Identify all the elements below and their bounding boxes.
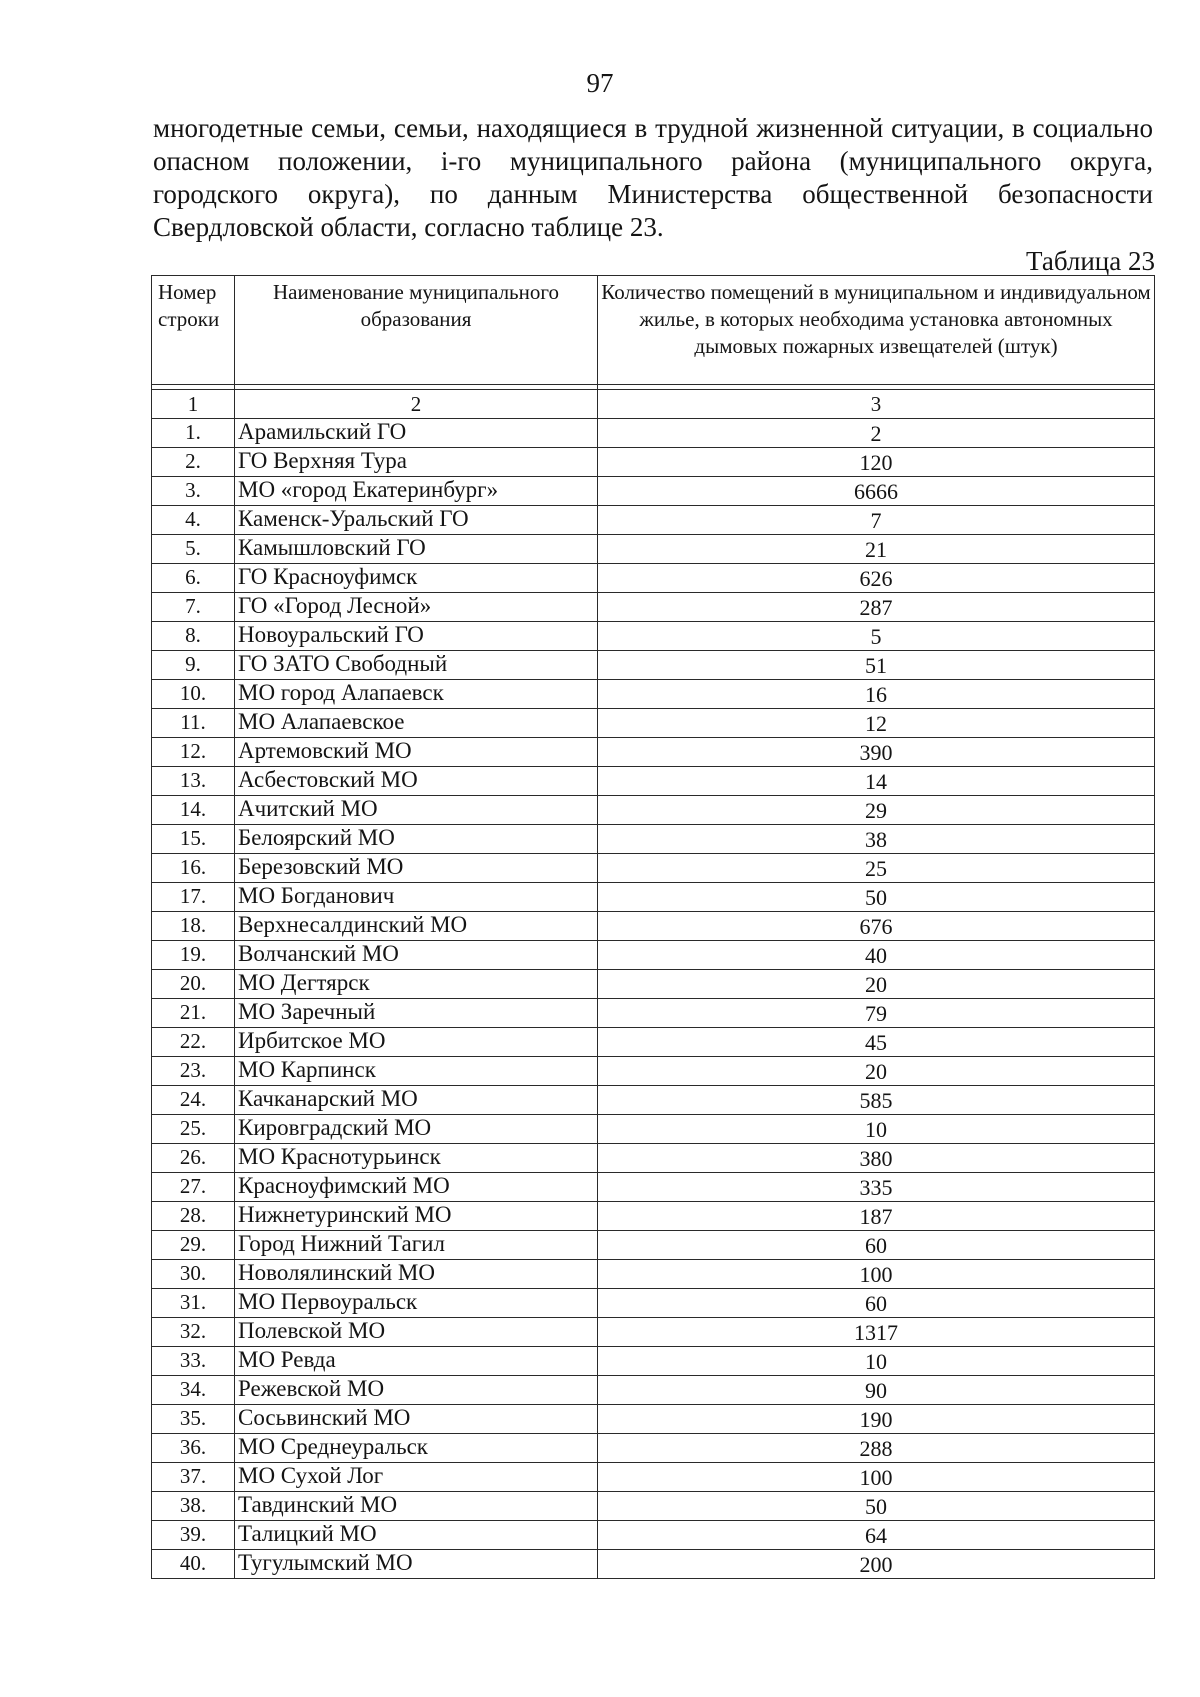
municipality-name-cell: Тугулымский МО — [235, 1550, 598, 1579]
detector-count-cell: 626 — [598, 564, 1155, 593]
detector-count-cell: 50 — [598, 1492, 1155, 1521]
detector-count-cell: 90 — [598, 1376, 1155, 1405]
detector-count-cell: 380 — [598, 1144, 1155, 1173]
row-number-cell: 23. — [152, 1057, 235, 1086]
municipality-name-cell: Кировградский МО — [235, 1115, 598, 1144]
column-number: 1 — [152, 390, 235, 419]
municipality-name-cell: Полевской МО — [235, 1318, 598, 1347]
municipality-name-cell: Новоуральский ГО — [235, 622, 598, 651]
row-number-cell: 6. — [152, 564, 235, 593]
detector-count-cell: 190 — [598, 1405, 1155, 1434]
row-number-cell: 29. — [152, 1231, 235, 1260]
table-row — [152, 825, 1155, 854]
municipality-name-cell: МО «город Екатеринбург» — [235, 477, 598, 506]
column-number-row — [152, 390, 1155, 419]
row-number-cell: 16. — [152, 854, 235, 883]
table-row — [152, 767, 1155, 796]
row-number-cell: 1. — [152, 419, 235, 448]
detector-count-cell: 21 — [598, 535, 1155, 564]
detector-count-cell: 120 — [598, 448, 1155, 477]
table-row — [152, 1260, 1155, 1289]
detector-count-cell: 5 — [598, 622, 1155, 651]
municipality-name-cell: МО Карпинск — [235, 1057, 598, 1086]
municipality-name-cell: Сосьвинский МО — [235, 1405, 598, 1434]
municipality-name-cell: МО Среднеуральск — [235, 1434, 598, 1463]
detector-count-cell: 390 — [598, 738, 1155, 767]
municipality-name-cell: Асбестовский МО — [235, 767, 598, 796]
detector-count-cell: 7 — [598, 506, 1155, 535]
column-number: 3 — [598, 390, 1155, 419]
row-number-cell: 36. — [152, 1434, 235, 1463]
detector-count-cell: 14 — [598, 767, 1155, 796]
row-number-cell: 18. — [152, 912, 235, 941]
detector-count-cell: 335 — [598, 1173, 1155, 1202]
municipality-name-cell: МО Богданович — [235, 883, 598, 912]
municipality-name-cell: Нижнетуринский МО — [235, 1202, 598, 1231]
municipality-name-cell: Новолялинский МО — [235, 1260, 598, 1289]
row-number-cell: 40. — [152, 1550, 235, 1579]
detector-count-cell: 29 — [598, 796, 1155, 825]
detector-count-cell: 287 — [598, 593, 1155, 622]
row-number-cell: 15. — [152, 825, 235, 854]
table-row — [152, 1028, 1155, 1057]
table-row — [152, 796, 1155, 825]
detector-count-cell: 20 — [598, 1057, 1155, 1086]
row-number-cell: 28. — [152, 1202, 235, 1231]
municipality-name-cell: ГО «Город Лесной» — [235, 593, 598, 622]
municipality-name-cell: МО Заречный — [235, 999, 598, 1028]
row-number-cell: 33. — [152, 1347, 235, 1376]
municipality-name-cell: Верхнесалдинский МО — [235, 912, 598, 941]
table-header-row — [152, 276, 1155, 385]
row-number-cell: 37. — [152, 1463, 235, 1492]
row-number-cell: 5. — [152, 535, 235, 564]
row-number-cell: 17. — [152, 883, 235, 912]
row-number-cell: 22. — [152, 1028, 235, 1057]
table-row — [152, 941, 1155, 970]
row-number-cell: 12. — [152, 738, 235, 767]
municipality-name-cell: Качканарский МО — [235, 1086, 598, 1115]
municipality-name-cell: МО город Алапаевск — [235, 680, 598, 709]
detector-count-cell: 288 — [598, 1434, 1155, 1463]
table-row — [152, 738, 1155, 767]
detector-count-cell: 16 — [598, 680, 1155, 709]
table-row — [152, 1318, 1155, 1347]
municipality-name-cell: Ирбитское МО — [235, 1028, 598, 1057]
table-row — [152, 999, 1155, 1028]
detector-count-cell: 51 — [598, 651, 1155, 680]
row-number-cell: 27. — [152, 1173, 235, 1202]
row-number-cell: 10. — [152, 680, 235, 709]
row-number-cell: 13. — [152, 767, 235, 796]
table-row — [152, 506, 1155, 535]
municipality-name-cell: МО Первоуральск — [235, 1289, 598, 1318]
row-number-cell: 7. — [152, 593, 235, 622]
row-number-cell: 4. — [152, 506, 235, 535]
municipality-name-cell: Березовский МО — [235, 854, 598, 883]
table-row — [152, 1405, 1155, 1434]
table-row — [152, 448, 1155, 477]
data-table — [151, 275, 1155, 1579]
municipality-name-cell: ГО Верхняя Тура — [235, 448, 598, 477]
table-row — [152, 651, 1155, 680]
municipality-name-cell: Камышловский ГО — [235, 535, 598, 564]
table-row — [152, 593, 1155, 622]
municipality-name-cell: Режевской МО — [235, 1376, 598, 1405]
detector-count-cell: 10 — [598, 1115, 1155, 1144]
municipality-name-cell: Арамильский ГО — [235, 419, 598, 448]
municipality-name-cell: Волчанский МО — [235, 941, 598, 970]
table-row — [152, 709, 1155, 738]
detector-count-cell: 60 — [598, 1231, 1155, 1260]
detector-count-cell: 38 — [598, 825, 1155, 854]
row-number-cell: 11. — [152, 709, 235, 738]
table-row — [152, 1144, 1155, 1173]
detector-count-cell: 187 — [598, 1202, 1155, 1231]
table-row — [152, 535, 1155, 564]
detector-count-cell: 50 — [598, 883, 1155, 912]
header-row-number: Номер строки — [152, 276, 235, 385]
table-row — [152, 912, 1155, 941]
municipality-name-cell: Ачитский МО — [235, 796, 598, 825]
detector-count-cell: 676 — [598, 912, 1155, 941]
municipality-name-cell: Тавдинский МО — [235, 1492, 598, 1521]
detector-count-cell: 25 — [598, 854, 1155, 883]
row-number-cell: 2. — [152, 448, 235, 477]
row-number-cell: 24. — [152, 1086, 235, 1115]
table-row — [152, 970, 1155, 999]
row-number-cell: 3. — [152, 477, 235, 506]
detector-count-cell: 200 — [598, 1550, 1155, 1579]
municipality-name-cell: Артемовский МО — [235, 738, 598, 767]
table-row — [152, 477, 1155, 506]
table-row — [152, 1463, 1155, 1492]
row-number-cell: 20. — [152, 970, 235, 999]
municipality-name-cell: МО Ревда — [235, 1347, 598, 1376]
municipality-name-cell: ГО Красноуфимск — [235, 564, 598, 593]
table-row — [152, 1202, 1155, 1231]
detector-count-cell: 100 — [598, 1463, 1155, 1492]
table-row — [152, 883, 1155, 912]
row-number-cell: 34. — [152, 1376, 235, 1405]
row-number-cell: 9. — [152, 651, 235, 680]
municipality-name-cell: МО Дегтярск — [235, 970, 598, 999]
detector-count-cell: 79 — [598, 999, 1155, 1028]
table-row — [152, 1057, 1155, 1086]
page-number: 97 — [586, 68, 614, 98]
row-number-cell: 19. — [152, 941, 235, 970]
row-number-cell: 25. — [152, 1115, 235, 1144]
detector-count-cell: 64 — [598, 1521, 1155, 1550]
detector-count-cell: 2 — [598, 419, 1155, 448]
detector-count-cell: 100 — [598, 1260, 1155, 1289]
municipality-name-cell: Каменск-Уральский ГО — [235, 506, 598, 535]
row-number-cell: 32. — [152, 1318, 235, 1347]
municipality-name-cell: МО Краснотурьинск — [235, 1144, 598, 1173]
row-number-cell: 38. — [152, 1492, 235, 1521]
row-number-cell: 8. — [152, 622, 235, 651]
detector-count-cell: 6666 — [598, 477, 1155, 506]
table-row — [152, 1521, 1155, 1550]
detector-count-cell: 45 — [598, 1028, 1155, 1057]
intro-paragraph — [153, 112, 1153, 244]
header-municipality-name: Наименование муниципального образования — [235, 276, 598, 385]
table-row — [152, 1115, 1155, 1144]
row-number-cell: 30. — [152, 1260, 235, 1289]
table-row — [152, 622, 1155, 651]
municipality-name-cell: МО Алапаевское — [235, 709, 598, 738]
row-number-cell: 35. — [152, 1405, 235, 1434]
table-row — [152, 680, 1155, 709]
row-number-cell: 31. — [152, 1289, 235, 1318]
table-row — [152, 1289, 1155, 1318]
detector-count-cell: 12 — [598, 709, 1155, 738]
table-row — [152, 1347, 1155, 1376]
column-number: 2 — [235, 390, 598, 419]
intro-text: многодетные семьи, семьи, находящиеся в трудной жизненной ситуации, в социально опасном положении, i-го муниципального района (муниципального округа, городского округа), по данным Министерства общественной безопасности Свердловской области, согласно таблице 23. — [153, 113, 1153, 242]
detector-count-cell: 20 — [598, 970, 1155, 999]
table-row — [152, 1086, 1155, 1115]
detector-count-cell: 60 — [598, 1289, 1155, 1318]
detector-count-cell: 10 — [598, 1347, 1155, 1376]
row-number-cell: 14. — [152, 796, 235, 825]
row-number-cell: 21. — [152, 999, 235, 1028]
municipality-name-cell: Город Нижний Тагил — [235, 1231, 598, 1260]
table-row — [152, 1173, 1155, 1202]
row-number-cell: 26. — [152, 1144, 235, 1173]
table-row — [152, 854, 1155, 883]
table-row — [152, 1434, 1155, 1463]
municipality-name-cell: Красноуфимский МО — [235, 1173, 598, 1202]
detector-count-cell: 1317 — [598, 1318, 1155, 1347]
municipality-name-cell: МО Сухой Лог — [235, 1463, 598, 1492]
table-row — [152, 1550, 1155, 1579]
header-detector-count: Количество помещений в муниципальном и индивидуальном жилье, в которых необходима установка автономных дымовых пожарных извещателей (штук) — [598, 276, 1155, 385]
table-row — [152, 564, 1155, 593]
table-row — [152, 419, 1155, 448]
table-row — [152, 1376, 1155, 1405]
detector-count-cell: 585 — [598, 1086, 1155, 1115]
municipality-name-cell: Белоярский МО — [235, 825, 598, 854]
row-number-cell: 39. — [152, 1521, 235, 1550]
table-row — [152, 1492, 1155, 1521]
municipality-name-cell: Талицкий МО — [235, 1521, 598, 1550]
table-row — [152, 1231, 1155, 1260]
municipality-name-cell: ГО ЗАТО Свободный — [235, 651, 598, 680]
table-caption: Таблица 23 — [1026, 246, 1155, 276]
detector-count-cell: 40 — [598, 941, 1155, 970]
